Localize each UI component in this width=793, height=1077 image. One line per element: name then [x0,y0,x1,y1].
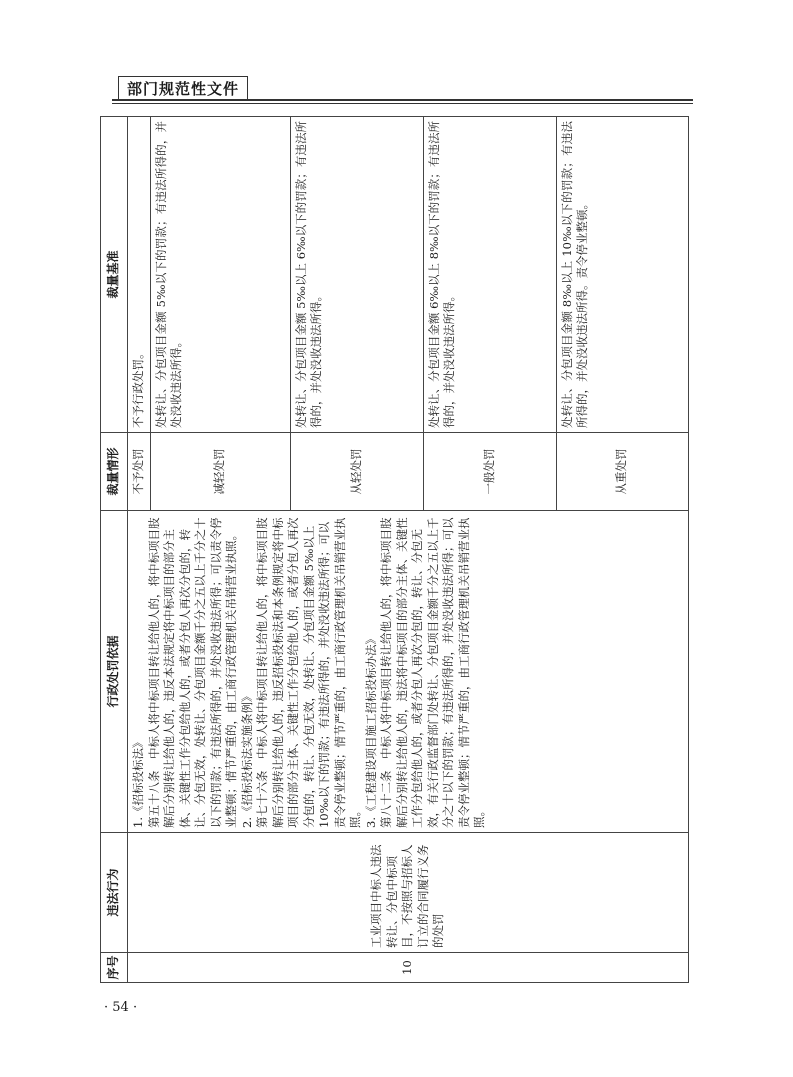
col-header-violation: 违法行为 [101,833,128,953]
header-rule-thin [112,103,693,104]
situation-lighter: 从轻处罚 [290,433,423,511]
basis-cell [128,511,689,833]
situation-reduced: 减轻处罚 [150,433,290,511]
row-number: 10 [128,953,689,983]
basis-article-2: 第七十六条 中标人将中标项目转让给他人的，将中标项目肢解后分别转让给他人的，违反招标投标法和本条例规定将中标项目的部分主体、关键性工作分包给他人的，或者分包人再次分包的，转让、分包无效，处转让、分包项目金额 5‰以上 10‰以下的罚款；有违法所得的，并处没收违法所得；可以责令停业整顿；情节严重的，由工商行政管理机关吊销营业执照。 [255,517,362,828]
standard-general: 处转让、分包项目金额 6‰以上 8‰以下的罚款；有违法所得的，并处没收违法所得。 [423,117,556,433]
basis-article-3: 第八十二条 中标人将中标项目转让给他人的，将中标项目肢解后分别转让给他人的，违法将中标项目的部分主体、关键性工作分包给他人的，或者分包人再次分包的，转让、分包无效，有关行政监督部门处转让、分包项目金额千分之五以上千分之十以下的罚款；有违法所得的，并处没收违法所得；可以责令停业整顿；情节严重的，由工商行政管理机关吊销营业执照。 [379,517,486,828]
table-row [128,117,151,983]
rotated-table-container [100,117,666,983]
col-header-basis: 行政处罚依据 [101,511,128,833]
standard-lighter: 处转让、分包项目金额 5‰以上 6‰以下的罚款；有违法所得的，并处没收违法所得。 [290,117,423,433]
standard-heavier: 处转让、分包项目金额 8‰以上 10‰以下的罚款；有违法所得的，并处没收违法所得。责令停业整顿。 [556,117,688,433]
col-header-number: 序号 [101,953,128,983]
violation-cell: 工业项目中标人违法转让、分包中标项目，不按照与招标人订立的合同履行义务的处罚 [128,833,689,953]
basis-law-1: 1.《招标投标法》 [131,736,145,828]
penalty-standard-table [100,116,689,983]
basis-article-1: 第五十八条 中标人将中标项目转让给他人的，将中标项目肢解后分别转让给他人的，违反本法规定将中标项目的部分主体、关键性工作分包给他人的，或者分包人再次分包的，转让、分包无效，处转让、分包项目金额千分之五以上千分之十以下的罚款；有违法所得的，并处没收违法所得；可以责令停业整顿；情节严重的，由工商行政管理机关吊销营业执照。 [146,517,238,828]
header-rule [112,99,693,101]
situation-heavier: 从重处罚 [556,433,688,511]
standard-reduced: 处转让、分包项目金额 5‰以下的罚款；有违法所得的，并处没收违法所得。 [150,117,290,433]
table-header-row [101,117,128,983]
col-header-standard: 裁量基准 [101,117,128,433]
page-number: · 54 · [104,1000,138,1015]
basis-law-3: 3.《工程建设项目施工招标投标办法》 [363,633,378,828]
col-header-situation: 裁量情形 [101,433,128,511]
basis-law-2: 2.《招标投标法实施条例》 [239,690,254,828]
standard-none: 不予行政处罚。 [128,117,151,433]
situation-none: 不予处罚 [128,433,151,511]
situation-general: 一般处罚 [423,433,556,511]
section-header-title: 部门规范性文件 [118,76,248,101]
